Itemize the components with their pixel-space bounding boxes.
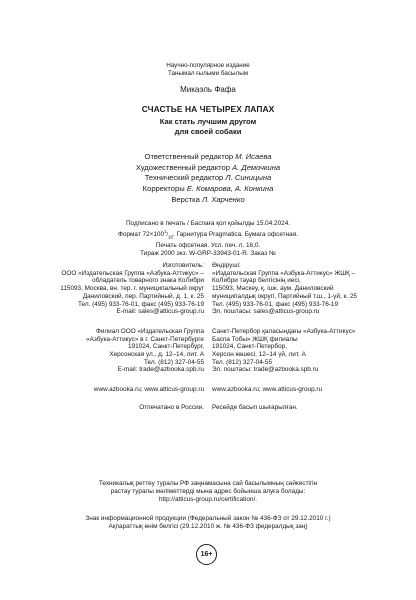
manufacturer-label-kz: Өндіруші: [212,262,241,269]
manufacturer-line: «Издательская Группа «Азбука-Аттикус» ЖШҚ – [212,269,356,277]
editor-role: Корректоры [142,184,185,194]
branch-line: Эл. поштасы: trade@azbooka.spb.ru [212,366,319,374]
manufacturer-line: 115093, Москва, вн. тер. г. муниципальный округ [60,285,204,293]
info-sign-note [30,515,386,531]
print-info-line: Подписано в печать / Баспаға қол қойылды 15.04.2024. [125,220,291,227]
print-info-format: Формат $72\times 100^1/_{16}$. Гарнитура Pragmatica. Бумага офсетная. [118,229,298,240]
editor-name: Л. Синицына [225,173,272,183]
certification-line: растау туралы мәліметтерді мына адрес бойынша алуға болады: [110,488,306,495]
branch-line: Тел. (812) 327-04-55 [144,358,204,366]
editor-role: Художественный редактор [135,162,230,172]
manufacturer-line: ООО «Издательская Группа «Азбука-Аттикус» – [61,269,204,277]
printed-in-ru: Отпечатано в России. [139,403,204,411]
sites-ru: www.azbooka.ru; www.atticus-group.ru [93,386,204,394]
branch-line: Тел. (812) 327-04-55 [212,358,272,366]
branch-line: Херсон көшесі, 12–14 үй, лит. А [212,351,306,359]
manufacturer-line: Эл. поштасы: sales@atticus-group.ru [212,308,320,316]
info-sign-line: Знак информационной продукции (Федеральный закон № 436-ФЗ от 29.12.2010 г.) [85,515,331,522]
age-rating-badge: 16+ [196,544,217,565]
editor-name: Л. Харченко [201,194,245,204]
editor-role: Технический редактор [144,173,224,183]
editor-name: М. Исаева [235,152,272,161]
manufacturer-line: Даниловский, пер. Партийный, д. 1, к. 25 [82,292,204,300]
branch-line: 191024, Санкт-Петербор, [212,343,288,351]
branch-line: Филиал ООО «Издательская Группа [96,327,204,335]
print-info-line: Печать офсетная. Усл. печ. л. 16,0. [155,242,261,249]
editor-role: Верстка [171,194,200,204]
manufacturer-line: КоЛибри тауар белгісінің иесі, [212,277,301,285]
manufacturer-line: E-mail: sales@atticus-group.ru [116,308,204,316]
book-subtitle-line2: для своей собаки [174,127,242,136]
certification-url: http://atticus-group.ru/certification/. [158,496,258,503]
genre-ru: Научно-популярное издание [166,62,250,69]
sites-kz: www.azbooka.ru; www.atticus-group.ru [212,386,323,394]
editors-block [60,152,356,206]
certification-note [50,480,366,504]
certification-line: Техникалық реттеу туралы РФ заңнамасына сай басылымның сәйкестігін [98,480,318,487]
editor-name: А. Демочкина [232,162,281,172]
info-sign-line: Ақпараттық өнім белгісі (29.12.2010 ж. № 436-ФЗ федералдық заң) [108,523,308,530]
book-title: СЧАСТЬЕ НА ЧЕТЫРЕХ ЛАПАХ [141,104,275,114]
printed-in-kz: Ресейде басып шығарылған. [212,403,298,411]
right-column [212,262,392,412]
editor-role: Ответственный редактор [144,152,234,161]
manufacturer-line: муниципалдық округі, Партийный т.ш., 1-үй, к. 25 [212,292,357,300]
manufacturer-line: Тел. (495) 933-76-01, факс (495) 933-76-19 [212,300,339,308]
branch-line: Херсонская ул., д. 12–14, лит. А [109,351,204,359]
manufacturer-label-ru: Изготовитель: [162,262,204,269]
editor-row [60,173,356,184]
editor-row [60,184,356,195]
book-subtitle-line1: Как стать лучшим другом [159,117,257,126]
branch-line: E-mail: trade@azbooka.spb.ru [117,366,204,374]
genre-kz: Танымал ғылыми басылым [167,69,249,77]
left-column [30,262,204,412]
editor-row [60,163,356,174]
editor-row [60,152,356,163]
editor-row [60,195,356,206]
branch-line: «Азбука-Аттикус» в г. Санкт-Петербурге [86,335,204,343]
print-info [40,220,376,259]
branch-line: Санкт-Петербор қаласындағы «Азбука-Аттикус» [212,327,356,335]
author-name: Микаэль Фафа [180,85,236,94]
manufacturer-line: 115093, Мәскеу, қ. ішк. аум. Даниловский [212,285,334,293]
manufacturer-line: Тел. (495) 933-76-01, факс (495) 933-76-19 [77,300,204,308]
branch-line: 191024, Санкт-Петербург, [128,343,204,351]
branch-line: Баспа Тобы» ЖШҚ филиалы [212,335,298,343]
editor-name: Е. Комарова, А. Конкина [186,184,274,194]
manufacturer-line: обладатель товарного знака КоЛибри [92,277,204,285]
print-info-line: Тираж 2000 экз. W-GRP-33943-01-R. Заказ № [140,250,276,258]
